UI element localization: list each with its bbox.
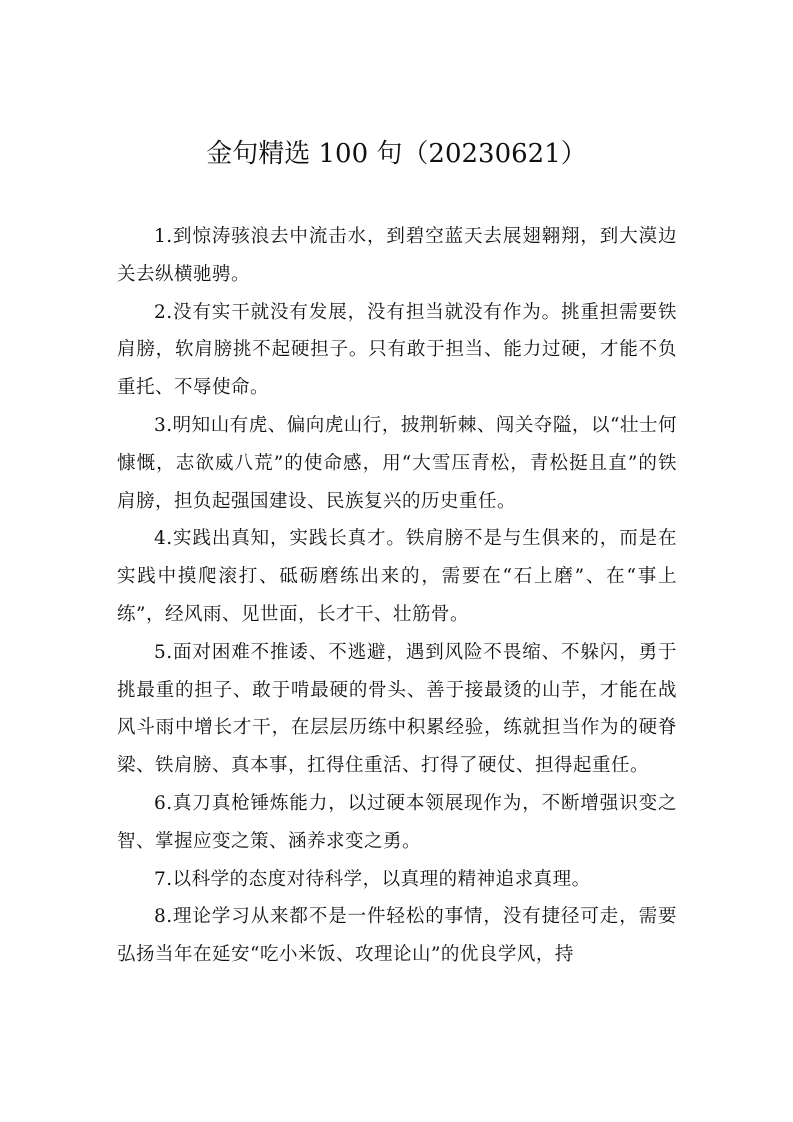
quote-paragraph-4: 4.实践出真知，实践长真才。铁肩膀不是与生俱来的，而是在实践中摸爬滚打、砥砺磨练出来的，需要在“石上磨”、在“事上练”，经风雨、见世面，长才干、壮筋骨。 bbox=[117, 528, 677, 625]
quote-paragraph-3: 3.明知山有虎、偏向虎山行，披荆斩棘、闯关夺隘，以“壮士何慷慨，志欲威八荒”的使命感，用“大雪压青松，青松挺且直”的铁肩膀，担负起强国建设、民族复兴的历史重任。 bbox=[117, 414, 677, 512]
document-body bbox=[117, 218, 677, 974]
quote-paragraph-7: 7.以科学的态度对待科学，以真理的精神追求真理。 bbox=[154, 868, 591, 890]
quote-paragraph-2: 2.没有实干就没有发展，没有担当就没有作为。挑重担需要铁肩膀，软肩膀挑不起硬担子。只有敢于担当、能力过硬，才能不负重托、不辱使命。 bbox=[117, 301, 677, 399]
quote-paragraph-8: 8.理论学习从来都不是一件轻松的事情，没有捷径可走，需要弘扬当年在延安“吃小米饭、攻理论山”的优良学风，持 bbox=[117, 906, 677, 966]
document-title: 金句精选 100 句（20230621） bbox=[206, 139, 587, 169]
quote-paragraph-1: 1.到惊涛骇浪去中流击水，到碧空蓝天去展翅翱翔，到大漠边关去纵横驰骋。 bbox=[117, 226, 677, 285]
quote-paragraph-6: 6.真刀真枪锤炼能力，以过硬本领展现作为，不断增强识变之智、掌握应变之策、涵养求变之勇。 bbox=[117, 792, 677, 852]
quote-paragraph-5: 5.面对困难不推诿、不逃避，遇到风险不畏缩、不躲闪，勇于挑最重的担子、敢于啃最硬的骨头、善于接最烫的山芋，才能在战风斗雨中增长才干，在层层历练中积累经验，练就担当作为的硬脊梁、铁肩膀、真本事，扛得住重活、打得了硬仗、担得起重任。 bbox=[117, 641, 677, 777]
